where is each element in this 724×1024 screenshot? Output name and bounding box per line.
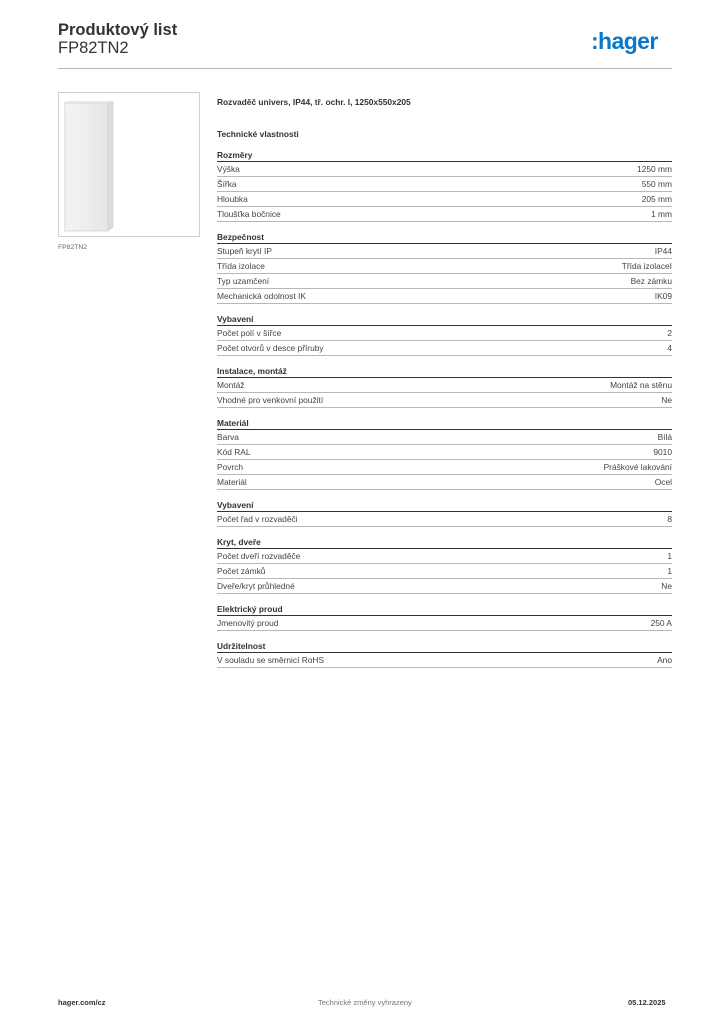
spec-label: Třída izolace <box>217 261 265 271</box>
spec-label: Počet polí v šířce <box>217 328 282 338</box>
image-caption: FP82TN2 <box>58 244 88 251</box>
spec-label: Dveře/kryt průhledné <box>217 581 295 591</box>
spec-value: 250 A <box>650 618 672 628</box>
section-title: Bezpečnost <box>217 231 672 244</box>
spec-row <box>217 445 672 460</box>
spec-label: Počet zámků <box>217 566 266 576</box>
section-title: Vybavení <box>217 499 672 512</box>
spec-row <box>217 579 672 594</box>
spec-row <box>217 244 672 259</box>
svg-text::hager: :hager <box>591 28 658 54</box>
spec-label: Počet dveří rozvaděče <box>217 551 301 561</box>
spec-value: Ne <box>661 581 672 591</box>
section-title: Vybavení <box>217 313 672 326</box>
spec-value: Montáž na stěnu <box>610 380 672 390</box>
spec-label: Povrch <box>217 462 244 472</box>
section-title: Udržitelnost <box>217 640 672 653</box>
spec-value: 550 mm <box>641 179 672 189</box>
spec-row <box>217 207 672 222</box>
spec-sections <box>217 149 672 668</box>
spec-label: Počet otvorů v desce příruby <box>217 343 324 353</box>
header-divider <box>58 68 672 69</box>
spec-value: 8 <box>667 514 672 524</box>
spec-value: IK09 <box>654 291 672 301</box>
spec-value: 1 <box>667 566 672 576</box>
spec-label: Stupeň krytí IP <box>217 246 272 256</box>
hager-logo <box>591 27 675 57</box>
spec-row <box>217 393 672 408</box>
spec-section <box>217 603 672 631</box>
spec-label: Montáž <box>217 380 245 390</box>
spec-label: Typ uzamčení <box>217 276 270 286</box>
spec-value: 1 mm <box>651 209 672 219</box>
section-title: Instalace, montáž <box>217 365 672 378</box>
spec-row <box>217 177 672 192</box>
spec-value: Ocel <box>654 477 672 487</box>
section-title: Elektrický proud <box>217 603 672 616</box>
spec-section <box>217 640 672 668</box>
spec-value: 2 <box>667 328 672 338</box>
footer-website[interactable]: hager.com/cz <box>58 998 106 1007</box>
spec-label: Mechanická odolnost IK <box>217 291 306 301</box>
spec-value: Bez zámku <box>630 276 672 286</box>
spec-section <box>217 417 672 490</box>
spec-label: Materiál <box>217 477 247 487</box>
spec-label: Kód RAL <box>217 447 251 457</box>
spec-row <box>217 341 672 356</box>
spec-row <box>217 564 672 579</box>
spec-value: Práškové lakování <box>603 462 672 472</box>
spec-row <box>217 653 672 668</box>
product-code: FP82TN2 <box>58 39 129 57</box>
spec-row <box>217 274 672 289</box>
spec-row <box>217 512 672 527</box>
spec-value: 9010 <box>653 447 672 457</box>
page-title: Produktový list <box>58 21 178 39</box>
spec-label: Počet řad v rozvaděči <box>217 514 298 524</box>
spec-value: 4 <box>667 343 672 353</box>
spec-value: 1250 mm <box>637 164 672 174</box>
spec-value: 1 <box>667 551 672 561</box>
spec-label: Šířka <box>217 179 237 189</box>
spec-label: Výška <box>217 164 240 174</box>
spec-value: Ano <box>657 655 672 665</box>
spec-value: Ne <box>661 395 672 405</box>
spec-row <box>217 378 672 393</box>
footer-date: 05.12.2025 <box>628 998 666 1007</box>
spec-section <box>217 536 672 594</box>
spec-label: V souladu se směrnicí RoHS <box>217 655 325 665</box>
spec-label: Jmenovitý proud <box>217 618 279 628</box>
spec-label: Hloubka <box>217 194 248 204</box>
spec-value: Bílá <box>657 432 672 442</box>
spec-row <box>217 549 672 564</box>
spec-row <box>217 460 672 475</box>
spec-row <box>217 326 672 341</box>
section-title: Kryt, dveře <box>217 536 672 549</box>
spec-row <box>217 192 672 207</box>
spec-section <box>217 499 672 527</box>
spec-row <box>217 289 672 304</box>
spec-row <box>217 430 672 445</box>
tech-properties-heading: Technické vlastnosti <box>217 129 299 139</box>
product-specs <box>217 95 672 668</box>
spec-row <box>217 162 672 177</box>
spec-value: 205 mm <box>641 194 672 204</box>
section-title: Rozměry <box>217 149 672 162</box>
spec-row <box>217 259 672 274</box>
footer-notice: Technické změny vyhrazeny <box>318 998 412 1007</box>
cabinet-image <box>64 101 114 232</box>
spec-label: Vhodné pro venkovní použití <box>217 395 324 405</box>
spec-section <box>217 231 672 304</box>
spec-value: IP44 <box>654 246 672 256</box>
spec-label: Tloušťka bočnice <box>217 209 281 219</box>
spec-section <box>217 365 672 408</box>
product-subtitle: Rozvaděč univers, IP44, tř. ochr. I, 1250x550x205 <box>217 97 411 107</box>
spec-label: Barva <box>217 432 239 442</box>
spec-section <box>217 149 672 222</box>
spec-row <box>217 616 672 631</box>
spec-row <box>217 475 672 490</box>
section-title: Materiál <box>217 417 672 430</box>
spec-section <box>217 313 672 356</box>
spec-value: Třída izolaceI <box>621 261 672 271</box>
